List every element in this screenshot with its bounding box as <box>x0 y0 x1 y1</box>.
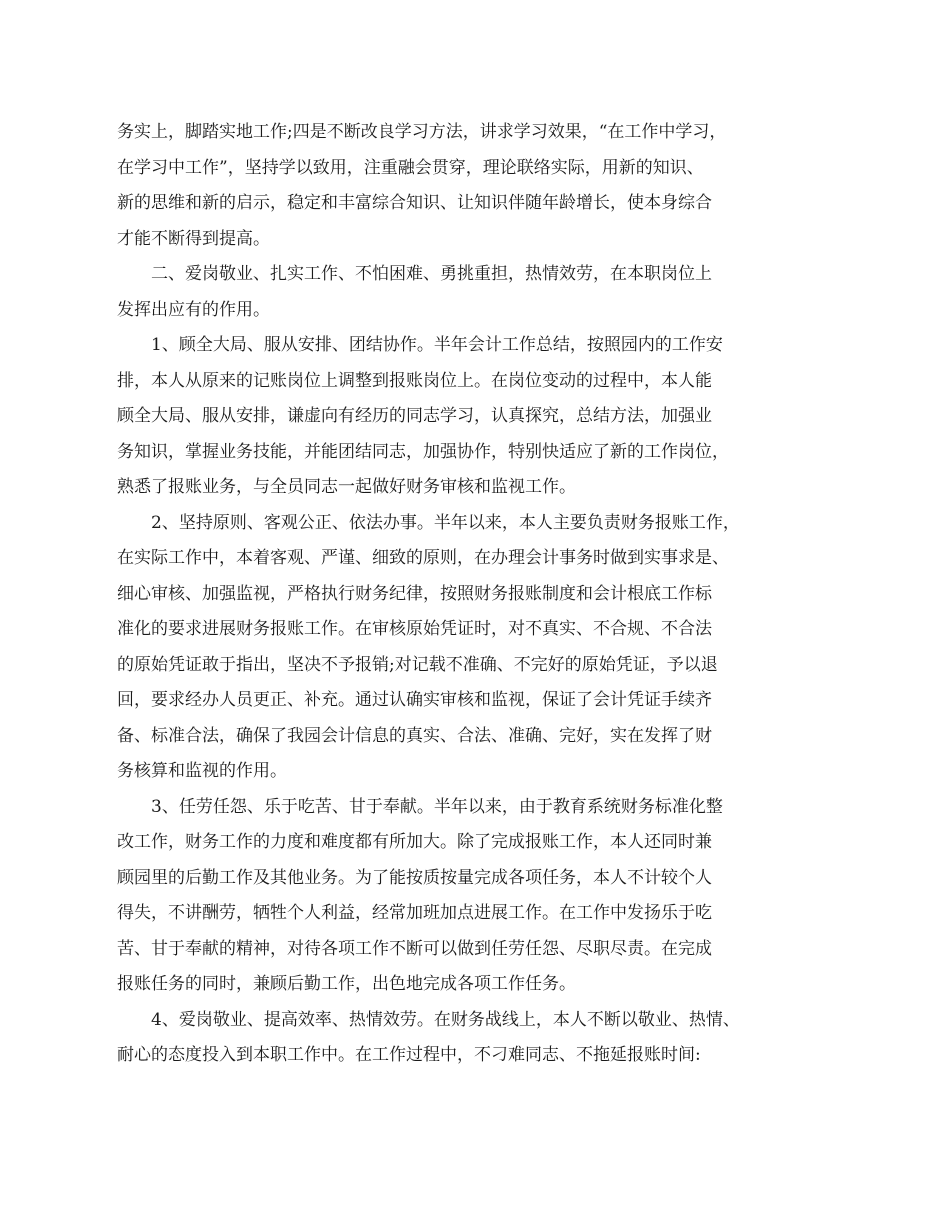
text-line: 改工作，财务工作的力度和难度都有所加大。除了完成报账工作，本人还同时兼 <box>117 832 712 852</box>
text-line: 2、坚持原则、客观公正、依法办事。半年以来，本人主要负责财务报账工作， <box>151 512 740 533</box>
text-line: 在学习中工作”，坚持学以致用，注重融会贯穿，理论联络实际，用新的知识、 <box>117 157 704 178</box>
text-line: 在实际工作中，本着客观、严谨、细致的原则，在办理会计事务时做到实事求是、 <box>117 548 729 568</box>
text-line: 才能不断得到提高。 <box>117 228 270 249</box>
text-line: 排，本人从原来的记账岗位上调整到报账岗位上。在岗位变动的过程中，本人能 <box>117 370 712 391</box>
text-line: 准化的要求进展财务报账工作。在审核原始凭证时，对不真实、不合规、不合法 <box>117 619 712 639</box>
text-line: 4、爱岗敬业、提高效率、热情效劳。在财务战线上，本人不断以敬业、热情、 <box>151 1009 740 1030</box>
text-line: 苦、甘于奉献的精神，对待各项工作不断可以做到任劳任怨、尽职尽责。在完成 <box>117 938 712 959</box>
text-line: 顾园里的后勤工作及其他业务。为了能按质按量完成各项任务，本人不计较个人 <box>117 867 712 888</box>
text-line: 顾全大局、服从安排，谦虚向有经历的同志学习，认真探究，总结方法，加强业 <box>117 406 712 426</box>
text-line: 3、任劳任怨、乐于吃苦、甘于奉献。半年以来，由于教育系统财务标准化整 <box>151 796 723 817</box>
text-line: 耐心的态度投入到本职工作中。在工作过程中，不刁难同志、不拖延报账时间: <box>117 1045 701 1065</box>
text-line: 务核算和监视的作用。 <box>117 761 287 781</box>
text-line: 新的思维和新的启示，稳定和丰富综合知识、让知识伴随年龄增长，使本身综合 <box>117 193 712 213</box>
text-line: 细心审核、加强监视，严格执行财务纪律，按照财务报账制度和会计根底工作标 <box>117 583 712 604</box>
text-line: 备、标准合法，确保了我园会计信息的真实、合法、准确、完好，实在发挥了财 <box>117 725 712 746</box>
text-line: 发挥出应有的作用。 <box>117 299 270 320</box>
text-line: 务实上，脚踏实地工作;四是不断改良学习方法，讲求学习效果，“在工作中学习， <box>117 122 727 142</box>
text-line: 二、爱岗敬业、扎实工作、不怕困难、勇挑重担，热情效劳，在本职岗位上 <box>151 264 712 284</box>
text-line: 熟悉了报账业务，与全员同志一起做好财务审核和监视工作。 <box>117 477 576 497</box>
text-line: 得失，不讲酬劳，牺牲个人利益，经常加班加点进展工作。在工作中发扬乐于吃 <box>117 903 712 923</box>
document-body <box>117 115 817 1074</box>
text-line: 回，要求经办人员更正、补充。通过认确实审核和监视，保证了会计凭证手续齐 <box>117 690 712 710</box>
text-line: 报账任务的同时，兼顾后勤工作，出色地完成各项工作任务。 <box>117 974 576 994</box>
text-line: 的原始凭证敢于指出，坚决不予报销;对记载不准确、不完好的原始凭证，予以退 <box>117 654 718 675</box>
text-line: 务知识，掌握业务技能，并能团结同志，加强协作，特别快适应了新的工作岗位， <box>117 441 729 462</box>
text-line: 1、顾全大局、服从安排、团结协作。半年会计工作总结，按照园内的工作安 <box>151 335 723 355</box>
